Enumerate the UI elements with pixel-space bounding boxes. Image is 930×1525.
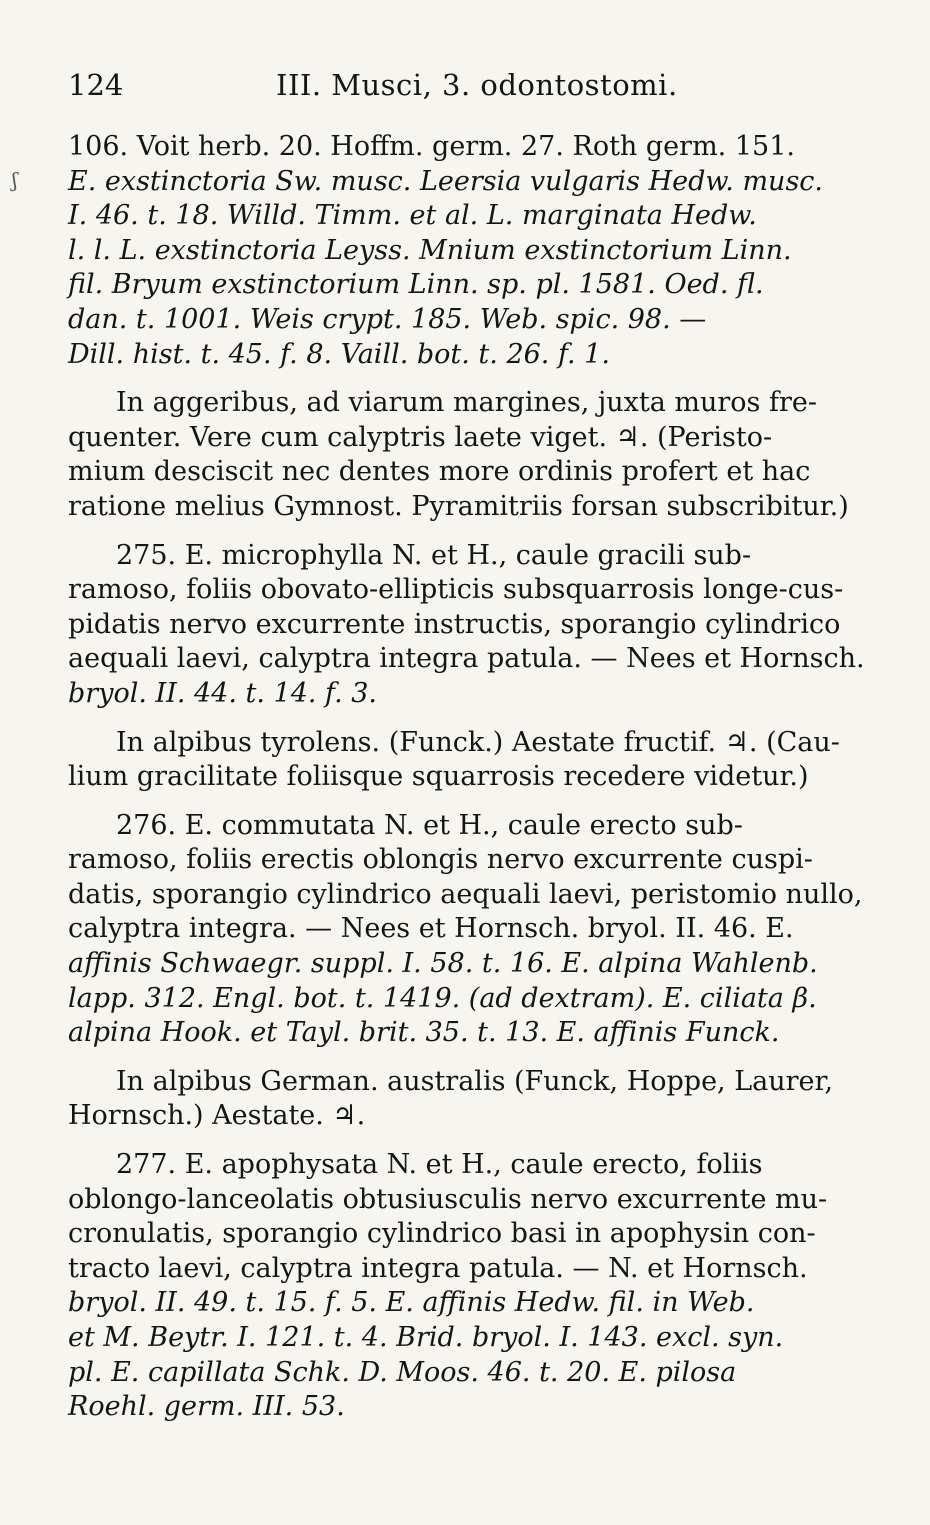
- text-line: In alpibus tyrolens. (Funck.) Aestate fructif. ♃. (Cau-: [116, 726, 840, 758]
- text-line: mium desciscit nec dentes more ordinis profert et hac: [68, 456, 811, 488]
- species-entry-276: [68, 809, 873, 1051]
- text-line: 275. E. microphylla N. et H., caule gracili sub-: [116, 539, 752, 571]
- running-head: III. Musci, 3. odontostomi.: [276, 68, 678, 102]
- text-line: aequali laevi, calyptra integra patula. — Nees et Hornsch.: [68, 643, 865, 675]
- text-line: cronulatis, sporangio cylindrico basi in apophysin con-: [68, 1218, 816, 1250]
- species-entry-275: [68, 539, 873, 712]
- margin-mark: ʃ: [12, 168, 18, 192]
- text-line: Roehl. germ. III. 53.: [68, 1391, 345, 1423]
- text-line: alpina Hook. et Tayl. brit. 35. t. 13. E. affinis Funck.: [68, 1017, 780, 1049]
- text-line: 276. E. commutata N. et H., caule erecto sub-: [116, 809, 743, 841]
- text-line: E. exstinctoria Sw. musc. Leersia vulgaris Hedw. musc.: [68, 165, 823, 197]
- text-line: lapp. 312. Engl. bot. t. 1419. (ad dextram). E. ciliata β.: [68, 982, 817, 1014]
- species-entry-277: [68, 1148, 873, 1425]
- text-line: In aggeribus, ad viarum margines, juxta muros fre-: [116, 387, 817, 419]
- text-line: ratione melius Gymnost. Pyramitriis forsan subscribitur.): [68, 490, 849, 522]
- text-line: bryol. II. 49. t. 15. f. 5. E. affinis Hedw. fil. in Web.: [68, 1287, 755, 1319]
- text-line: 106. Voit herb. 20. Hoffm. germ. 27. Roth germ. 151.: [68, 131, 795, 162]
- text-line: pidatis nervo excurrente instructis, sporangio cylindrico: [68, 608, 841, 640]
- text-line: quenter. Vere cum calyptris laete viget. ♃. (Peristo-: [68, 421, 773, 453]
- synonymy-block: [68, 130, 873, 372]
- text-line: l. l. L. exstinctoria Leyss. Mnium exstinctorium Linn.: [68, 234, 792, 266]
- page-header: [68, 68, 868, 108]
- text-line: calyptra integra. — Nees et Hornsch. bryol. II. 46. E.: [68, 913, 794, 945]
- text-line: datis, sporangio cylindrico aequali laevi, peristomio nullo,: [68, 878, 863, 910]
- text-line: ramoso, foliis obovato-ellipticis subsquarrosis longe-cus-: [68, 574, 844, 606]
- text-line: ramoso, foliis erectis oblongis nervo excurrente cuspi-: [68, 844, 813, 876]
- text-line: lium gracilitate foliisque squarrosis recedere videtur.): [68, 761, 809, 793]
- text-line: bryol. II. 44. t. 14. f. 3.: [68, 677, 378, 709]
- text-line: affinis Schwaegr. suppl. I. 58. t. 16. E. alpina Wahlenb.: [68, 948, 818, 980]
- text-line: pl. E. capillata Schk. D. Moos. 46. t. 20. E. pilosa: [68, 1356, 737, 1388]
- habitat-paragraph: [68, 386, 873, 524]
- text-line: oblongo-lanceolatis obtusiusculis nervo excurrente mu-: [68, 1183, 828, 1215]
- text-line: tracto laevi, calyptra integra patula. — N. et Hornsch.: [68, 1252, 808, 1284]
- habitat-paragraph: [68, 726, 873, 795]
- body-text: [68, 130, 873, 1425]
- habitat-paragraph: [68, 1065, 873, 1134]
- text-line: et M. Beytr. I. 121. t. 4. Brid. bryol. I. 143. excl. syn.: [68, 1322, 784, 1353]
- text-line: fil. Bryum exstinctorium Linn. sp. pl. 1581. Oed. fl.: [68, 269, 764, 301]
- page-number: 124: [68, 68, 124, 102]
- text-line: 277. E. apophysata N. et H., caule erecto, foliis: [116, 1149, 763, 1181]
- text-line: dan. t. 1001. Weis crypt. 185. Web. spic. 98. —: [68, 303, 707, 335]
- text-line: Dill. hist. t. 45. f. 8. Vaill. bot. t. 26. f. 1.: [68, 338, 610, 370]
- text-line: Hornsch.) Aestate. ♃.: [68, 1100, 366, 1132]
- text-line: I. 46. t. 18. Willd. Timm. et al. L. marginata Hedw.: [68, 200, 757, 232]
- text-line: In alpibus German. australis (Funck, Hoppe, Laurer,: [116, 1065, 834, 1097]
